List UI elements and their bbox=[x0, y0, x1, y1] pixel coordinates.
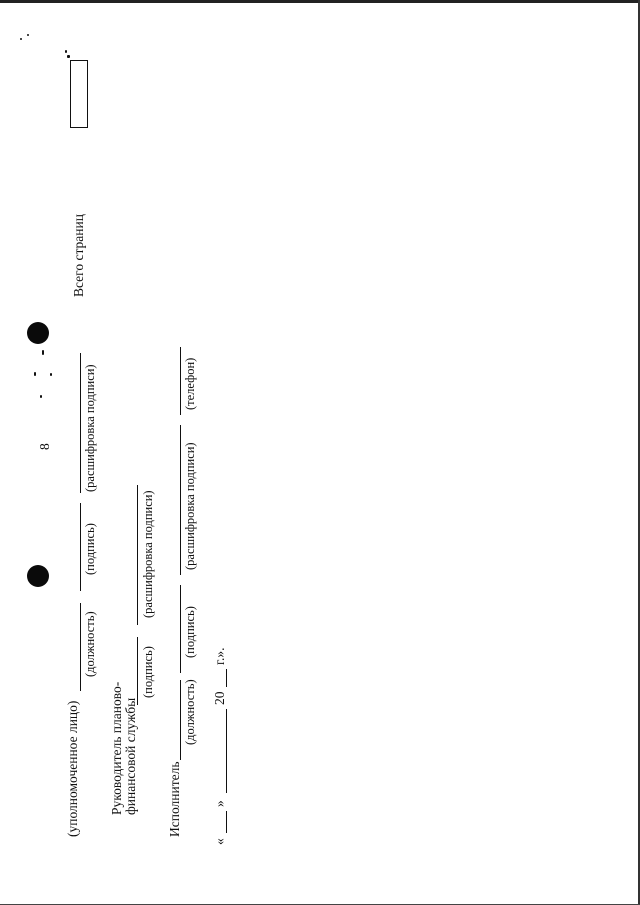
caption-signature: (подпись) bbox=[83, 523, 97, 575]
date-year-line[interactable] bbox=[226, 669, 227, 687]
page-number: 8 bbox=[37, 443, 52, 450]
head-label-line2: финансовой службы bbox=[123, 697, 138, 815]
head-transcript-line[interactable] bbox=[137, 485, 138, 625]
date-month-line[interactable] bbox=[226, 709, 227, 793]
caption-signature-transcript: (расшифровка подписи) bbox=[141, 490, 155, 618]
caption-signature-transcript: (расшифровка подписи) bbox=[183, 442, 197, 570]
date-year-prefix: 20 bbox=[212, 691, 227, 705]
authorized-position-line[interactable] bbox=[80, 603, 81, 691]
total-pages-label: Всего страниц bbox=[71, 214, 86, 297]
caption-phone: (телефон) bbox=[183, 357, 197, 410]
authorized-transcript-line[interactable] bbox=[80, 353, 81, 493]
authorized-signature-line[interactable] bbox=[80, 503, 81, 591]
executor-position-line[interactable] bbox=[180, 680, 181, 760]
date-day-line[interactable] bbox=[226, 811, 227, 833]
caption-signature: (подпись) bbox=[183, 606, 197, 658]
head-label-line1: Руководитель планово- bbox=[109, 681, 124, 815]
caption-signature-transcript: (расшифровка подписи) bbox=[83, 364, 97, 492]
caption-position: (должность) bbox=[83, 611, 97, 677]
executor-signature-line[interactable] bbox=[180, 585, 181, 673]
executor-label: Исполнитель bbox=[167, 761, 182, 837]
authorized-person-label: (уполномоченное лицо) bbox=[65, 700, 80, 837]
caption-position: (должность) bbox=[183, 679, 197, 745]
date-year-suffix: г.». bbox=[212, 647, 227, 665]
executor-transcript-line[interactable] bbox=[180, 425, 181, 575]
head-signature-line[interactable] bbox=[137, 637, 138, 705]
executor-phone-line[interactable] bbox=[180, 347, 181, 415]
date-open-quote: « bbox=[212, 838, 227, 845]
date-close-quote: » bbox=[212, 800, 227, 807]
caption-signature: (подпись) bbox=[141, 646, 155, 698]
